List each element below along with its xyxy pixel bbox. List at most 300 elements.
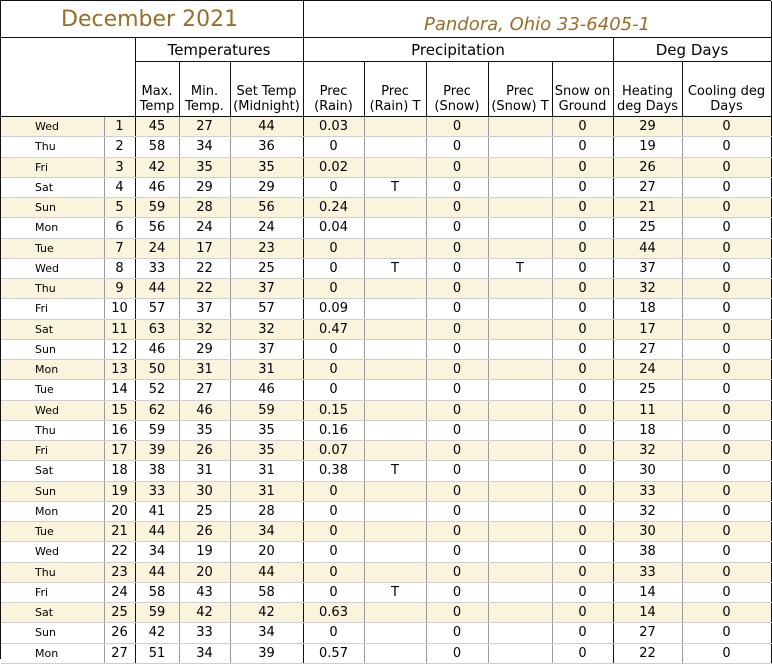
cell-prec-snow-t: [488, 582, 552, 602]
cell-snow-on-ground: 0: [552, 117, 613, 137]
cell-prec-rain: 0: [303, 137, 364, 157]
cell-prec-snow-t: [488, 461, 552, 481]
cell-day: Sat: [1, 461, 104, 481]
cell-prec-rain-t: [364, 400, 426, 420]
cell-date: 16: [104, 420, 135, 440]
cell-prec-rain: 0.47: [303, 319, 364, 339]
table-row: [1, 522, 771, 542]
cell-day: Mon: [1, 218, 104, 238]
cell-prec-rain-t: [364, 562, 426, 582]
cell-cooling-deg-days: 0: [682, 522, 771, 542]
cell-heating-deg-days: 27: [613, 177, 682, 197]
cell-date: 8: [104, 258, 135, 278]
cell-snow-on-ground: 0: [552, 137, 613, 157]
cell-min-temp: 26: [179, 522, 230, 542]
cell-min-temp: 27: [179, 380, 230, 400]
cell-day: Mon: [1, 643, 104, 663]
cell-set-temp: 57: [230, 299, 303, 319]
header-prec-rain-t: Prec (Rain) T: [364, 62, 426, 117]
cell-prec-snow: 0: [426, 603, 488, 623]
header-prec-snow-t: Prec (Snow) T: [488, 62, 552, 117]
cell-prec-rain: 0: [303, 562, 364, 582]
cell-cooling-deg-days: 0: [682, 420, 771, 440]
cell-date: 2: [104, 137, 135, 157]
cell-prec-rain-t: [364, 420, 426, 440]
cell-prec-rain-t: [364, 380, 426, 400]
cell-cooling-deg-days: 0: [682, 603, 771, 623]
cell-min-temp: 24: [179, 218, 230, 238]
cell-date: 17: [104, 441, 135, 461]
cell-cooling-deg-days: 0: [682, 441, 771, 461]
header-max-temp: Max. Temp: [135, 62, 179, 117]
cell-max-temp: 46: [135, 177, 179, 197]
cell-prec-snow-t: [488, 562, 552, 582]
cell-prec-snow: 0: [426, 198, 488, 218]
cell-date: 26: [104, 623, 135, 643]
cell-prec-snow-t: [488, 117, 552, 137]
cell-max-temp: 51: [135, 643, 179, 663]
cell-prec-rain-t: [364, 542, 426, 562]
table-row: [1, 218, 771, 238]
cell-prec-rain-t: [364, 238, 426, 258]
cell-snow-on-ground: 0: [552, 623, 613, 643]
cell-cooling-deg-days: 0: [682, 117, 771, 137]
cell-set-temp: 34: [230, 623, 303, 643]
cell-prec-rain: 0.16: [303, 420, 364, 440]
cell-date: 24: [104, 582, 135, 602]
cell-prec-snow: 0: [426, 319, 488, 339]
cell-date: 3: [104, 157, 135, 177]
cell-prec-rain-t: [364, 522, 426, 542]
cell-heating-deg-days: 30: [613, 522, 682, 542]
table-row: [1, 562, 771, 582]
cell-date: 25: [104, 603, 135, 623]
cell-prec-rain: 0: [303, 522, 364, 542]
cell-max-temp: 52: [135, 380, 179, 400]
cell-prec-snow: 0: [426, 643, 488, 663]
cell-heating-deg-days: 29: [613, 117, 682, 137]
cell-prec-rain: 0: [303, 380, 364, 400]
cell-heating-deg-days: 25: [613, 218, 682, 238]
cell-heating-deg-days: 27: [613, 339, 682, 359]
cell-snow-on-ground: 0: [552, 441, 613, 461]
cell-min-temp: 26: [179, 441, 230, 461]
cell-max-temp: 24: [135, 238, 179, 258]
header-cooling-deg-days: Cooling deg Days: [682, 62, 771, 117]
cell-day: Tue: [1, 380, 104, 400]
cell-set-temp: 37: [230, 339, 303, 359]
cell-day: Wed: [1, 542, 104, 562]
cell-prec-rain: 0: [303, 279, 364, 299]
table-row: [1, 420, 771, 440]
cell-day: Thu: [1, 562, 104, 582]
cell-snow-on-ground: 0: [552, 481, 613, 501]
cell-min-temp: 17: [179, 238, 230, 258]
cell-day: Tue: [1, 522, 104, 542]
cell-set-temp: 23: [230, 238, 303, 258]
cell-snow-on-ground: 0: [552, 400, 613, 420]
cell-prec-snow-t: [488, 400, 552, 420]
cell-prec-snow: 0: [426, 157, 488, 177]
cell-date: 5: [104, 198, 135, 218]
cell-heating-deg-days: 22: [613, 643, 682, 663]
cell-prec-rain: 0: [303, 481, 364, 501]
cell-set-temp: 31: [230, 360, 303, 380]
cell-prec-snow: 0: [426, 400, 488, 420]
cell-prec-snow: 0: [426, 441, 488, 461]
cell-prec-rain: 0.63: [303, 603, 364, 623]
cell-min-temp: 29: [179, 339, 230, 359]
cell-date: 11: [104, 319, 135, 339]
cell-min-temp: 30: [179, 481, 230, 501]
cell-heating-deg-days: 24: [613, 360, 682, 380]
cell-heating-deg-days: 26: [613, 157, 682, 177]
cell-prec-rain-t: [364, 441, 426, 461]
cell-snow-on-ground: 0: [552, 420, 613, 440]
cell-day: Fri: [1, 582, 104, 602]
cell-prec-rain: 0.15: [303, 400, 364, 420]
cell-day: Sun: [1, 339, 104, 359]
cell-prec-rain: 0.09: [303, 299, 364, 319]
cell-prec-snow: 0: [426, 582, 488, 602]
table-row: [1, 258, 771, 278]
cell-day: Thu: [1, 137, 104, 157]
cell-set-temp: 58: [230, 582, 303, 602]
cell-prec-rain-t: [364, 360, 426, 380]
cell-heating-deg-days: 30: [613, 461, 682, 481]
cell-cooling-deg-days: 0: [682, 299, 771, 319]
cell-set-temp: 28: [230, 501, 303, 521]
cell-date: 27: [104, 643, 135, 663]
cell-snow-on-ground: 0: [552, 157, 613, 177]
cell-day: Fri: [1, 441, 104, 461]
cell-day: Sun: [1, 198, 104, 218]
blank-cell: [1, 38, 104, 62]
cell-min-temp: 35: [179, 157, 230, 177]
cell-prec-snow-t: [488, 157, 552, 177]
cell-snow-on-ground: 0: [552, 562, 613, 582]
cell-date: 10: [104, 299, 135, 319]
cell-set-temp: 35: [230, 157, 303, 177]
table-row: [1, 501, 771, 521]
cell-max-temp: 58: [135, 582, 179, 602]
cell-snow-on-ground: 0: [552, 238, 613, 258]
cell-prec-rain-t: [364, 339, 426, 359]
cell-day: Thu: [1, 279, 104, 299]
cell-max-temp: 56: [135, 218, 179, 238]
cell-snow-on-ground: 0: [552, 258, 613, 278]
cell-cooling-deg-days: 0: [682, 319, 771, 339]
cell-snow-on-ground: 0: [552, 380, 613, 400]
cell-prec-rain-t: [364, 603, 426, 623]
cell-prec-snow-t: [488, 522, 552, 542]
cell-heating-deg-days: 19: [613, 137, 682, 157]
cell-prec-snow: 0: [426, 380, 488, 400]
cell-day: Sat: [1, 319, 104, 339]
cell-prec-rain-t: T: [364, 177, 426, 197]
cell-prec-rain-t: T: [364, 461, 426, 481]
cell-prec-snow: 0: [426, 299, 488, 319]
cell-prec-rain-t: [364, 501, 426, 521]
cell-prec-snow-t: [488, 299, 552, 319]
cell-date: 22: [104, 542, 135, 562]
cell-prec-rain-t: [364, 218, 426, 238]
cell-min-temp: 27: [179, 117, 230, 137]
cell-max-temp: 33: [135, 481, 179, 501]
cell-set-temp: 37: [230, 279, 303, 299]
cell-max-temp: 44: [135, 522, 179, 542]
cell-prec-snow-t: [488, 623, 552, 643]
cell-prec-snow: 0: [426, 623, 488, 643]
cell-set-temp: 35: [230, 441, 303, 461]
cell-min-temp: 20: [179, 562, 230, 582]
cell-prec-rain-t: [364, 643, 426, 663]
cell-heating-deg-days: 32: [613, 279, 682, 299]
station-name: Pandora, Ohio 33-6405-1: [303, 1, 771, 38]
cell-cooling-deg-days: 0: [682, 258, 771, 278]
group-precipitation: Precipitation: [303, 38, 613, 62]
cell-prec-snow: 0: [426, 238, 488, 258]
cell-prec-rain: 0: [303, 582, 364, 602]
cell-heating-deg-days: 44: [613, 238, 682, 258]
cell-set-temp: 31: [230, 461, 303, 481]
cell-prec-snow-t: [488, 339, 552, 359]
cell-date: 1: [104, 117, 135, 137]
header-heating-deg-days: Heating deg Days: [613, 62, 682, 117]
cell-prec-rain: 0.38: [303, 461, 364, 481]
cell-snow-on-ground: 0: [552, 218, 613, 238]
cell-prec-snow-t: [488, 603, 552, 623]
cell-prec-snow-t: T: [488, 258, 552, 278]
table-row: [1, 137, 771, 157]
cell-prec-snow-t: [488, 481, 552, 501]
cell-min-temp: 35: [179, 420, 230, 440]
cell-set-temp: 29: [230, 177, 303, 197]
cell-prec-rain-t: [364, 198, 426, 218]
cell-snow-on-ground: 0: [552, 279, 613, 299]
sheet-title: December 2021: [1, 1, 303, 38]
cell-snow-on-ground: 0: [552, 360, 613, 380]
cell-set-temp: 24: [230, 218, 303, 238]
cell-prec-snow-t: [488, 380, 552, 400]
cell-set-temp: 20: [230, 542, 303, 562]
cell-prec-rain-t: [364, 299, 426, 319]
cell-prec-rain: 0: [303, 623, 364, 643]
cell-max-temp: 39: [135, 441, 179, 461]
cell-cooling-deg-days: 0: [682, 198, 771, 218]
cell-prec-rain: 0: [303, 177, 364, 197]
cell-prec-rain-t: [364, 623, 426, 643]
cell-max-temp: 42: [135, 623, 179, 643]
cell-prec-snow: 0: [426, 542, 488, 562]
cell-date: 19: [104, 481, 135, 501]
cell-date: 14: [104, 380, 135, 400]
table-row: [1, 319, 771, 339]
cell-min-temp: 32: [179, 319, 230, 339]
cell-prec-rain: 0: [303, 258, 364, 278]
cell-cooling-deg-days: 0: [682, 177, 771, 197]
cell-set-temp: 34: [230, 522, 303, 542]
cell-heating-deg-days: 38: [613, 542, 682, 562]
cell-snow-on-ground: 0: [552, 299, 613, 319]
cell-set-temp: 42: [230, 603, 303, 623]
cell-date: 21: [104, 522, 135, 542]
cell-set-temp: 46: [230, 380, 303, 400]
table-row: [1, 299, 771, 319]
cell-cooling-deg-days: 0: [682, 360, 771, 380]
table-row: [1, 542, 771, 562]
cell-prec-rain-t: [364, 481, 426, 501]
header-min-temp: Min. Temp.: [179, 62, 230, 117]
cell-prec-snow: 0: [426, 562, 488, 582]
cell-prec-rain-t: [364, 319, 426, 339]
cell-set-temp: 31: [230, 481, 303, 501]
cell-set-temp: 36: [230, 137, 303, 157]
cell-prec-rain-t: T: [364, 582, 426, 602]
cell-prec-rain: 0.57: [303, 643, 364, 663]
cell-heating-deg-days: 21: [613, 198, 682, 218]
table-row: [1, 623, 771, 643]
table-row: [1, 481, 771, 501]
cell-max-temp: 38: [135, 461, 179, 481]
cell-cooling-deg-days: 0: [682, 542, 771, 562]
cell-snow-on-ground: 0: [552, 582, 613, 602]
cell-snow-on-ground: 0: [552, 461, 613, 481]
header-prec-snow: Prec (Snow): [426, 62, 488, 117]
cell-min-temp: 25: [179, 501, 230, 521]
cell-prec-snow: 0: [426, 177, 488, 197]
cell-min-temp: 22: [179, 258, 230, 278]
cell-max-temp: 59: [135, 603, 179, 623]
cell-prec-snow: 0: [426, 137, 488, 157]
cell-max-temp: 50: [135, 360, 179, 380]
cell-min-temp: 31: [179, 461, 230, 481]
cell-min-temp: 42: [179, 603, 230, 623]
cell-set-temp: 59: [230, 400, 303, 420]
cell-cooling-deg-days: 0: [682, 218, 771, 238]
cell-prec-rain-t: T: [364, 258, 426, 278]
header-prec-rain: Prec (Rain): [303, 62, 364, 117]
table-row: [1, 360, 771, 380]
cell-date: 15: [104, 400, 135, 420]
cell-heating-deg-days: 33: [613, 481, 682, 501]
cell-min-temp: 31: [179, 360, 230, 380]
cell-min-temp: 46: [179, 400, 230, 420]
cell-prec-rain: 0: [303, 542, 364, 562]
blank-cell: [1, 62, 104, 117]
table-row: [1, 643, 771, 663]
cell-cooling-deg-days: 0: [682, 461, 771, 481]
cell-prec-rain: 0.04: [303, 218, 364, 238]
table-row: [1, 582, 771, 602]
cell-prec-rain-t: [364, 157, 426, 177]
cell-max-temp: 42: [135, 157, 179, 177]
cell-prec-snow-t: [488, 542, 552, 562]
table-row: [1, 117, 771, 137]
cell-max-temp: 59: [135, 420, 179, 440]
cell-prec-snow: 0: [426, 481, 488, 501]
cell-min-temp: 29: [179, 177, 230, 197]
table-row: [1, 279, 771, 299]
cell-heating-deg-days: 27: [613, 623, 682, 643]
cell-day: Tue: [1, 238, 104, 258]
cell-snow-on-ground: 0: [552, 501, 613, 521]
cell-heating-deg-days: 11: [613, 400, 682, 420]
cell-set-temp: 32: [230, 319, 303, 339]
cell-cooling-deg-days: 0: [682, 157, 771, 177]
cell-prec-snow-t: [488, 441, 552, 461]
blank-cell: [104, 62, 135, 117]
cell-prec-rain-t: [364, 137, 426, 157]
cell-prec-snow: 0: [426, 522, 488, 542]
group-temperatures: Temperatures: [135, 38, 303, 62]
cell-cooling-deg-days: 0: [682, 582, 771, 602]
cell-heating-deg-days: 14: [613, 603, 682, 623]
cell-snow-on-ground: 0: [552, 522, 613, 542]
cell-prec-snow: 0: [426, 360, 488, 380]
cell-prec-rain-t: [364, 279, 426, 299]
cell-max-temp: 33: [135, 258, 179, 278]
cell-day: Fri: [1, 299, 104, 319]
cell-date: 9: [104, 279, 135, 299]
blank-cell: [104, 38, 135, 62]
cell-min-temp: 22: [179, 279, 230, 299]
cell-max-temp: 59: [135, 198, 179, 218]
cell-max-temp: 58: [135, 137, 179, 157]
cell-snow-on-ground: 0: [552, 643, 613, 663]
cell-day: Wed: [1, 117, 104, 137]
cell-snow-on-ground: 0: [552, 198, 613, 218]
cell-prec-snow-t: [488, 319, 552, 339]
cell-prec-snow-t: [488, 177, 552, 197]
cell-date: 23: [104, 562, 135, 582]
table-row: [1, 339, 771, 359]
cell-day: Thu: [1, 420, 104, 440]
cell-set-temp: 39: [230, 643, 303, 663]
cell-heating-deg-days: 17: [613, 319, 682, 339]
cell-set-temp: 44: [230, 117, 303, 137]
cell-cooling-deg-days: 0: [682, 501, 771, 521]
group-deg-days: Deg Days: [613, 38, 771, 62]
table-row: [1, 380, 771, 400]
cell-max-temp: 41: [135, 501, 179, 521]
cell-heating-deg-days: 37: [613, 258, 682, 278]
cell-prec-rain: 0: [303, 501, 364, 521]
cell-min-temp: 37: [179, 299, 230, 319]
cell-prec-snow-t: [488, 360, 552, 380]
cell-prec-snow: 0: [426, 258, 488, 278]
cell-cooling-deg-days: 0: [682, 562, 771, 582]
cell-prec-snow-t: [488, 198, 552, 218]
cell-cooling-deg-days: 0: [682, 400, 771, 420]
cell-prec-snow: 0: [426, 420, 488, 440]
cell-date: 12: [104, 339, 135, 359]
cell-prec-snow: 0: [426, 339, 488, 359]
cell-min-temp: 28: [179, 198, 230, 218]
cell-set-temp: 35: [230, 420, 303, 440]
cell-min-temp: 19: [179, 542, 230, 562]
cell-heating-deg-days: 18: [613, 420, 682, 440]
cell-date: 6: [104, 218, 135, 238]
cell-max-temp: 44: [135, 279, 179, 299]
cell-cooling-deg-days: 0: [682, 481, 771, 501]
cell-date: 20: [104, 501, 135, 521]
cell-snow-on-ground: 0: [552, 603, 613, 623]
cell-snow-on-ground: 0: [552, 319, 613, 339]
cell-min-temp: 43: [179, 582, 230, 602]
cell-prec-snow: 0: [426, 461, 488, 481]
cell-max-temp: 57: [135, 299, 179, 319]
